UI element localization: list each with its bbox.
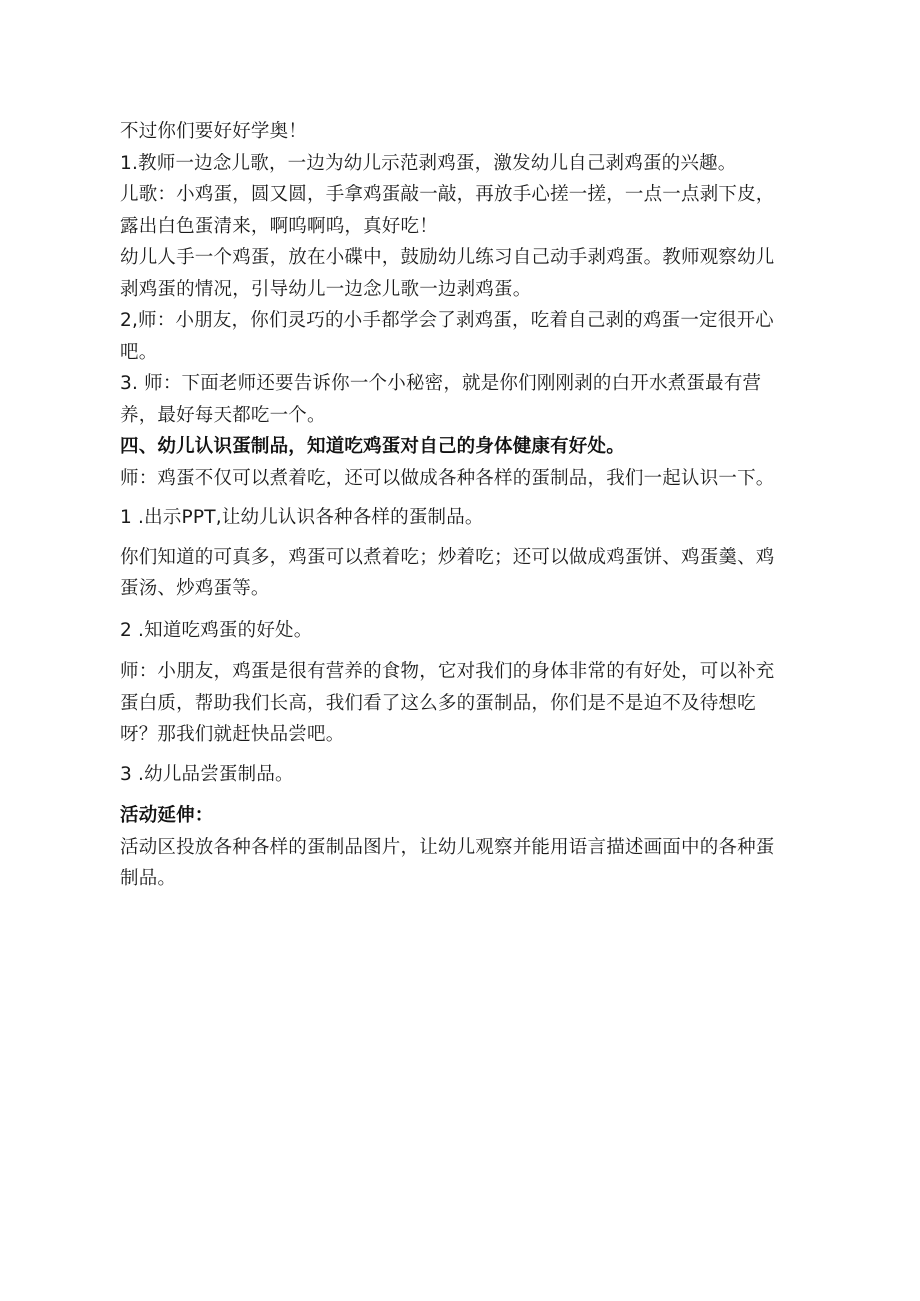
section-heading-egg-products: 四、幼儿认识蛋制品，知道吃鸡蛋对自己的身体健康有好处。 [120,436,625,457]
section-heading-extension: 活动延伸： [120,805,214,826]
paragraph-children-practice: 幼儿人手一个鸡蛋，放在小碟中，鼓励幼儿练习自己动手剥鸡蛋。教师观察幼儿剥鸡蛋的情况，引导幼儿一边念儿歌一边剥鸡蛋。 [120,247,775,300]
paragraph-item-3-tasting: 3 .幼儿品尝蛋制品。 [120,763,294,785]
paragraph-step-1-demo: 1.教师一边念儿歌，一边为幼儿示范剥鸡蛋，激发幼儿自己剥鸡蛋的兴趣。 [120,152,737,174]
paragraph-intro-remark: 不过你们要好好学奥！ [120,121,308,142]
paragraph-item-1-ppt: 1 .出示PPT,让幼儿认识各种各样的蛋制品。 [120,507,484,528]
paragraph-step-2: 2,师：小朋友，你们灵巧的小手都学会了剥鸡蛋，吃着自己剥的鸡蛋一定很开心吧。 [120,310,774,363]
paragraph-egg-dishes: 你们知道的可真多，鸡蛋可以煮着吃；炒着吃；还可以做成鸡蛋饼、鸡蛋羹、鸡蛋汤、炒鸡蛋等。 [120,546,775,599]
paragraph-teacher-intro-products: 师：鸡蛋不仅可以煮着吃，还可以做成各种各样的蛋制品，我们一起认识一下。 [120,467,775,489]
paragraph-extension-activity: 活动区投放各种各样的蛋制品图片，让幼儿观察并能用语言描述画面中的各种蛋制品。 [120,836,775,889]
paragraph-nursery-rhyme: 儿歌：小鸡蛋，圆又圆，手拿鸡蛋敲一敲，再放手心搓一搓，一点一点剥下皮，露出白色蛋清来，啊呜啊呜，真好吃！ [120,184,775,237]
document-body [120,116,790,895]
paragraph-step-3: 3. 师：下面老师还要告诉你一个小秘密，就是你们刚刚剥的白开水煮蛋最有营养，最好每天都吃一个。 [120,373,762,426]
paragraph-item-2-benefits: 2 .知道吃鸡蛋的好处。 [120,619,313,641]
paragraph-teacher-benefits: 师：小朋友，鸡蛋是很有营养的食物，它对我们的身体非常的有好处，可以补充蛋白质，帮助我们长高，我们看了这么多的蛋制品，你们是不是迫不及待想吃呀？那我们就赶快品尝吧。 [120,661,775,745]
